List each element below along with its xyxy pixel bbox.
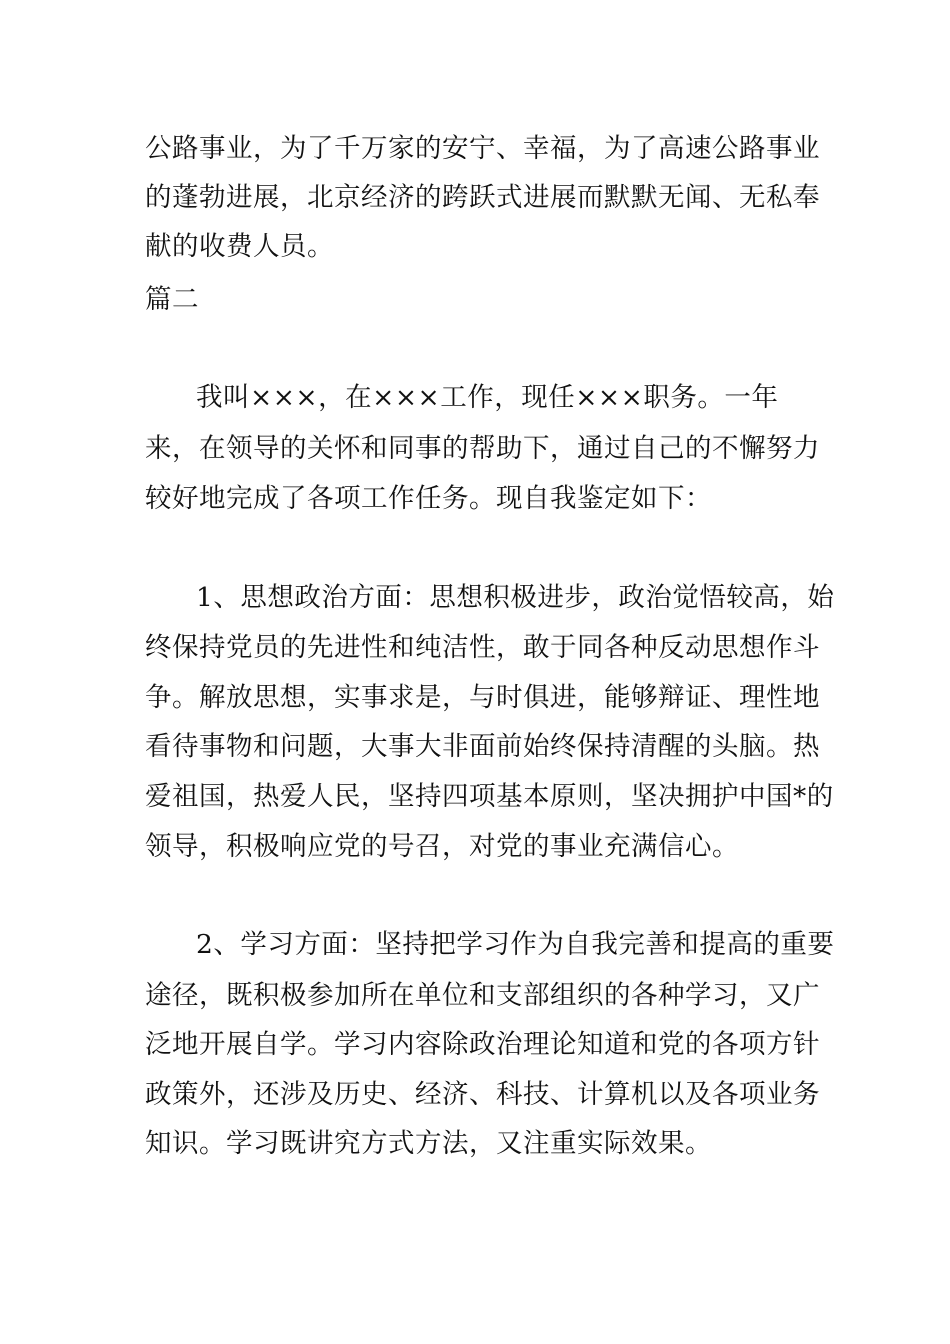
paragraph-line: 知识。学习既讲究方式方法，又注重实际效果。 xyxy=(145,1128,712,1159)
paragraph-line: 较好地完成了各项工作任务。现自我鉴定如下： xyxy=(145,483,712,514)
paragraph-line: 政策外，还涉及历史、经济、科技、计算机以及各项业务 xyxy=(145,1079,820,1110)
paragraph-line: 公路事业，为了千万家的安宁、幸福，为了高速公路事业 xyxy=(145,133,820,164)
paragraph-line: 终保持党员的先进性和纯洁性，敢于同各种反动思想作斗 xyxy=(145,632,820,663)
paragraph-line: 爱祖国，热爱人民，坚持四项基本原则，坚决拥护中国*的 xyxy=(145,781,834,812)
paragraph-line: 的蓬勃进展，北京经济的跨跃式进展而默默无闻、无私奉 xyxy=(145,182,820,213)
paragraph-line: 领导，积极响应党的号召，对党的事业充满信心。 xyxy=(145,831,739,862)
paragraph-line: 2、学习方面：坚持把学习作为自我完善和提高的重要 xyxy=(196,929,835,960)
paragraph-line: 献的收费人员。 xyxy=(145,231,334,262)
section-heading: 篇二 xyxy=(145,284,199,315)
paragraph-line: 泛地开展自学。学习内容除政治理论知道和党的各项方针 xyxy=(145,1029,820,1060)
paragraph-line: 我叫×××，在×××工作，现任×××职务。一年 xyxy=(196,382,779,413)
paragraph-line: 途径，既积极参加所在单位和支部组织的各种学习，又广 xyxy=(145,980,820,1011)
paragraph-line: 看待事物和问题，大事大非面前始终保持清醒的头脑。热 xyxy=(145,731,820,762)
paragraph-line: 1、思想政治方面：思想积极进步，政治觉悟较高，始 xyxy=(196,582,835,613)
paragraph-line: 争。解放思想，实事求是，与时俱进，能够辩证、理性地 xyxy=(145,682,820,713)
paragraph-line: 来，在领导的关怀和同事的帮助下，通过自己的不懈努力 xyxy=(145,433,820,464)
